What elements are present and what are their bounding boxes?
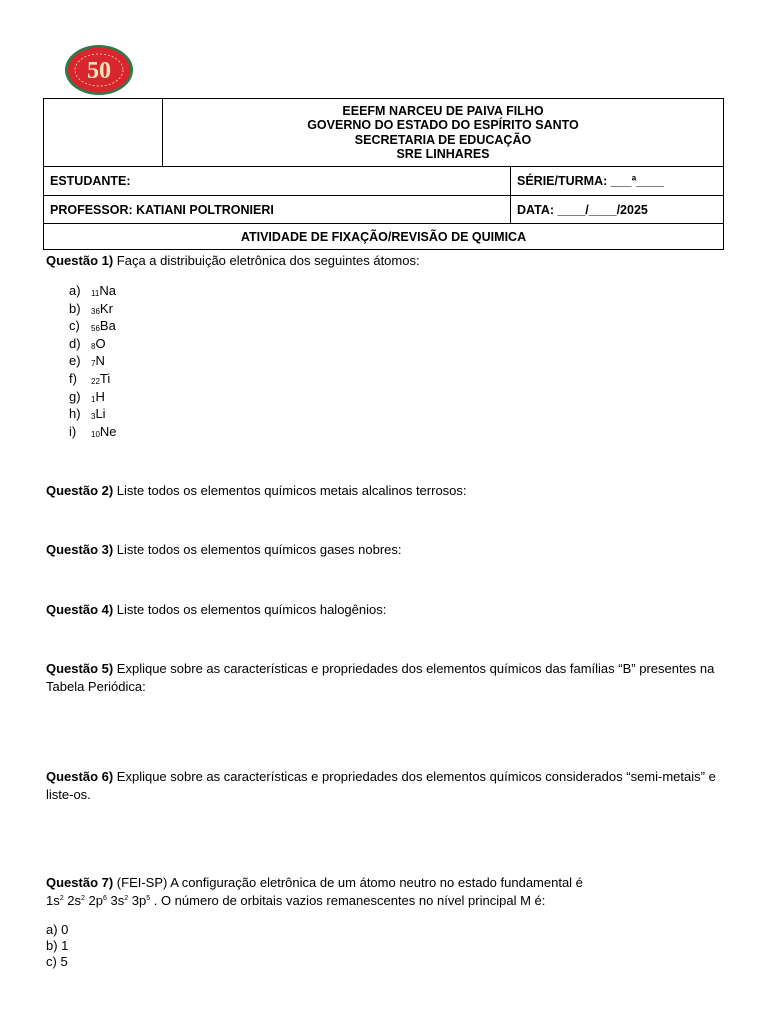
element-symbol: H <box>95 388 105 404</box>
question-4 <box>46 601 724 619</box>
orbital-electrons: 2 <box>59 894 64 902</box>
question-5 <box>46 660 724 695</box>
question-2-label: Questão 2) <box>46 483 114 498</box>
question-2 <box>46 482 724 500</box>
government-name: GOVERNO DO ESTADO DO ESPÍRITO SANTO <box>307 118 579 132</box>
atomic-number: 11 <box>91 289 100 298</box>
question-4-label: Questão 4) <box>46 602 114 617</box>
orbital: 3p <box>128 892 147 908</box>
professor-field: PROFESSOR: KATIANI POLTRONIERI <box>44 196 511 224</box>
question-3-label: Questão 3) <box>46 542 114 557</box>
sre-name: SRE LINHARES <box>396 147 490 161</box>
question-6 <box>46 768 724 803</box>
atom-item-letter: f) <box>69 370 77 386</box>
question-5-text: Explique sobre as características e propriedades dos elementos químicos das famílias “B” presentes na Tabela Periódica: <box>46 661 715 694</box>
atom-item <box>69 317 117 335</box>
element-symbol: Kr <box>99 300 113 316</box>
element-symbol: Ba <box>99 318 116 334</box>
orbital-electrons: 2 <box>80 894 85 902</box>
logo-text: 50 <box>87 58 111 84</box>
atom-item <box>69 370 117 388</box>
electron-configuration <box>46 893 150 908</box>
orbital: 2s <box>63 892 81 908</box>
atom-item <box>69 300 117 318</box>
atomic-number: 22 <box>91 376 100 386</box>
orbital: 2p <box>84 892 103 908</box>
element-symbol: N <box>95 353 105 369</box>
atomic-number: 3 <box>91 412 96 422</box>
orbital-electrons: 6 <box>102 894 107 902</box>
element-symbol: Li <box>95 406 106 422</box>
atom-item <box>69 423 117 441</box>
question-3 <box>46 541 724 559</box>
atomic-number: 10 <box>91 429 100 439</box>
question-7-label: Questão 7) <box>46 875 114 890</box>
question-1-text: Faça a distribuição eletrônica dos seguintes átomos: <box>113 253 420 268</box>
atom-item <box>69 352 117 370</box>
series-field[interactable]: SÉRIE/TURMA: ___ª____ <box>511 167 724 196</box>
question-6-text: Explique sobre as características e propriedades dos elementos químicos considerados “semi-metais” e liste-os. <box>46 769 716 802</box>
atom-item-letter: c) <box>69 318 80 334</box>
question-7 <box>46 875 724 908</box>
question-2-text: Liste todos os elementos químicos metais alcalinos terrosos: <box>113 483 467 498</box>
atomic-number: 36 <box>91 306 100 316</box>
atom-item-letter: d) <box>69 335 81 351</box>
question-7-text: (FEI-SP) A configuração eletrônica de um átomo neutro no estado fundamental é <box>113 875 583 890</box>
element-symbol: Ne <box>99 423 117 439</box>
answer-option[interactable]: c) 5 <box>46 954 68 969</box>
school-anniversary-logo <box>64 44 134 96</box>
secretariat-name: SECRETARIA DE EDUCAÇÃO <box>354 132 532 147</box>
question-5-label: Questão 5) <box>46 661 114 676</box>
question-1-label: Questão 1) <box>46 253 114 268</box>
orbital-electrons: 5 <box>146 894 151 902</box>
date-field[interactable]: DATA: ____/____/2025 <box>511 196 724 224</box>
atom-item <box>69 388 117 406</box>
header-table <box>43 98 724 250</box>
question-4-text: Liste todos os elementos químicos halogênios: <box>113 602 387 617</box>
atomic-number: 56 <box>91 324 100 334</box>
atom-item-letter: g) <box>69 388 81 404</box>
atom-item <box>69 335 117 353</box>
school-info-cell <box>163 99 724 167</box>
answer-option[interactable]: b) 1 <box>46 938 69 953</box>
element-symbol: Ti <box>99 370 111 386</box>
student-field[interactable]: ESTUDANTE: <box>44 167 511 196</box>
atomic-number: 1 <box>91 394 96 404</box>
atom-item-letter: a) <box>69 283 81 298</box>
school-name: EEEFM NARCEU DE PAIVA FILHO <box>342 103 544 118</box>
element-symbol: O <box>95 335 106 351</box>
orbital: 3s <box>106 892 125 908</box>
question-3-text: Liste todos os elementos químicos gases nobres: <box>113 542 402 557</box>
activity-title: ATIVIDADE DE FIXAÇÃO/REVISÃO DE QUIMICA <box>44 224 724 250</box>
atom-item-letter: e) <box>69 353 81 369</box>
question-7-text-2: . O número de orbitais vazios remanescentes no nível principal M é: <box>150 892 546 908</box>
question-6-label: Questão 6) <box>46 769 114 784</box>
element-symbol: Na <box>99 283 116 298</box>
answer-option[interactable]: a) 0 <box>46 922 69 937</box>
atom-item-letter: i) <box>69 423 77 439</box>
atomic-number: 8 <box>91 341 96 351</box>
atom-item-letter: b) <box>69 300 81 316</box>
atomic-number: 7 <box>91 359 96 369</box>
atom-item <box>69 282 117 300</box>
header-logo-cell <box>44 99 163 167</box>
atom-list <box>69 282 117 440</box>
atom-item <box>69 405 117 423</box>
orbital: 1s <box>46 892 60 908</box>
orbital-electrons: 2 <box>124 894 129 902</box>
question-1 <box>46 252 724 270</box>
atom-item-letter: h) <box>69 406 81 422</box>
